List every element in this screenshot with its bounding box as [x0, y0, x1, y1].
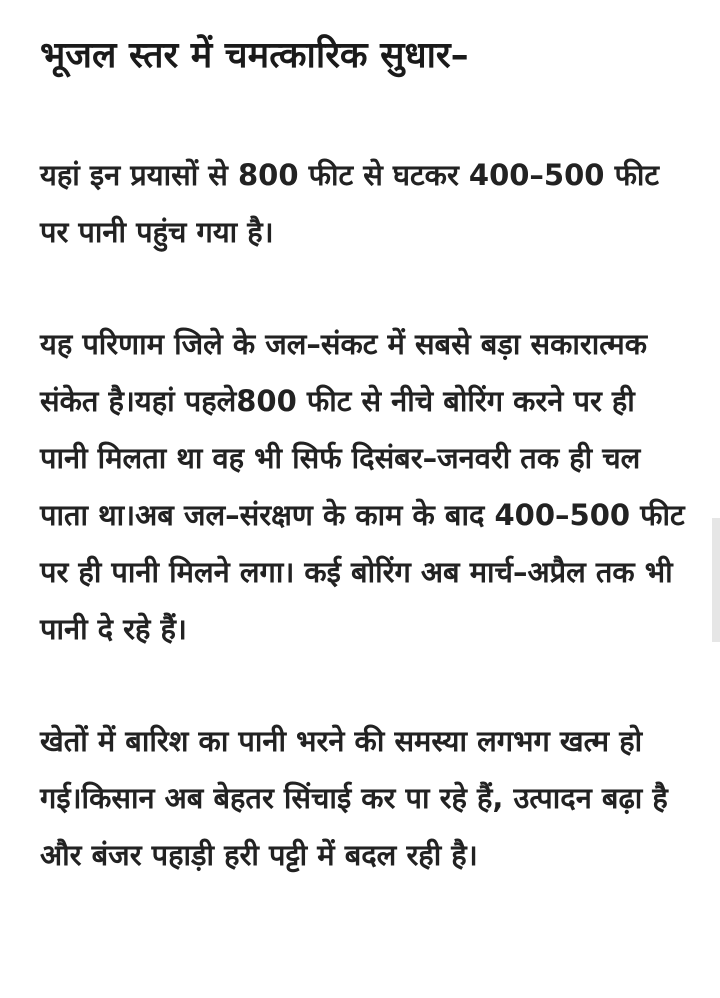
article-heading: भूजल स्तर में चमत्कारिक सुधार–	[40, 35, 469, 76]
scrollbar-thumb[interactable]	[712, 518, 720, 642]
paragraph-result-signal: यह परिणाम जिले के जल–संकट में सबसे बड़ा सकारात्मक संकेत है।यहां पहले800 फीट से नीचे बोरिंग करने पर ही पानी मिलता था वह भी सिर्फ दिसंबर–जनवरी तक ही चल पाता था।अब जल–संरक्षण के काम के बाद 400–500 फीट पर ही पानी मिलने लगा। कई बोरिंग अब मार्च–अप्रैल तक भी पानी दे रहे हैं।	[40, 327, 685, 646]
article-body	[40, 0, 690, 884]
paragraph-groundwater-depth: यहां इन प्रयासों से 800 फीट से घटकर 400–500 फीट पर पानी पहुंच गया है।	[40, 158, 660, 249]
paragraph-farm-benefits: खेतों में बारिश का पानी भरने की समस्या लगभग खत्म हो गई।किसान अब बेहतर सिंचाई कर पा रहे हैं, उत्पादन बढ़ा है और बंजर पहाड़ी हरी पट्टी में बदल रही है।	[40, 724, 668, 872]
